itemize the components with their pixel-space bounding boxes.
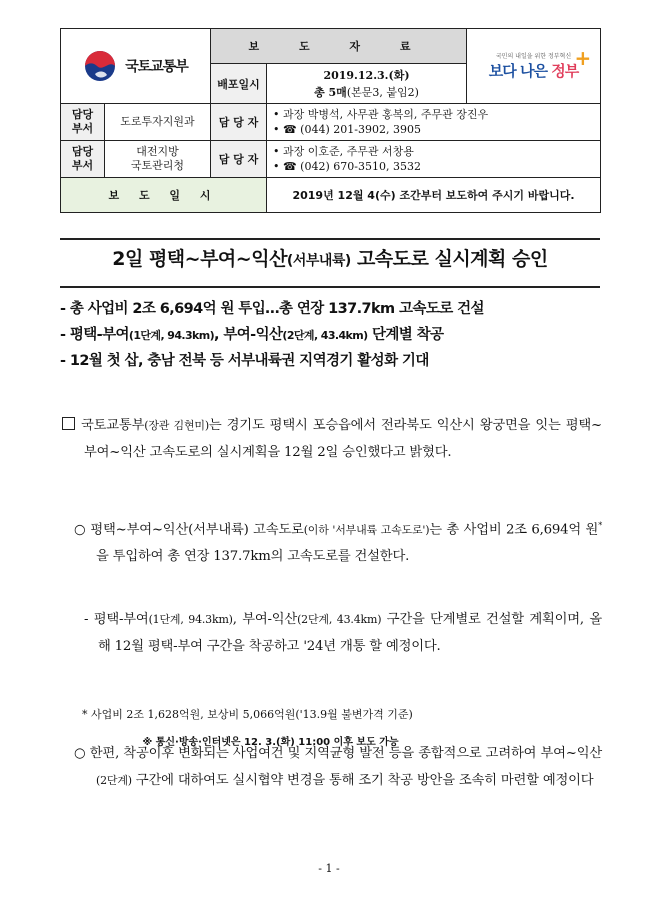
embargo-label: 보 도 일 시 [61, 178, 267, 213]
page-number: - 1 - [318, 862, 340, 875]
paragraph-4b: (2단계) [96, 774, 132, 787]
paragraph-3b: (1단계, 94.3km) [148, 613, 233, 626]
paragraph-2 [74, 512, 602, 570]
contact-phone-1: • ☎ (044) 201-3902, 3905 [273, 123, 421, 136]
paragraph-3e: 구간을 단계별로 건설할 계획이며, 올해 12월 평택-부여 구간을 착공하고 '24년 개통 할 예정이다. [98, 612, 602, 654]
paragraph-2c: 는 총 사업비 2조 6,694억 원 [429, 522, 599, 538]
subheading-2a: - 평택-부여 [60, 327, 129, 343]
brand-main-text: 보다 나은 [488, 62, 547, 80]
headline-part-2: (서부내륙) [286, 253, 351, 269]
contact-info-2 [267, 141, 601, 178]
headline-bottom-rule [60, 286, 600, 288]
contact-phone-2: • ☎ (042) 670-3510, 3532 [273, 160, 421, 173]
subheading-3: - 12월 첫 삽, 충남 전북 등 서부내륙권 지역경기 활성화 기대 [60, 353, 429, 369]
contact-info-1 [267, 104, 601, 141]
headline-part-3: 고속도로 실시계획 승인 [350, 248, 548, 270]
ministry-logo-icon [83, 49, 117, 83]
release-title: 보 도 자 료 [211, 29, 467, 64]
paragraph-4a: ○ 한편, 착공이후 변화되는 사업여건 및 지역균형 발전 등을 종합적으로 고려하여 부여~익산 [74, 746, 602, 761]
subheadings [60, 296, 600, 374]
embargo-line-1: 2019년 12월 4(수) 조간부터 보도하여 주시기 바랍니다. [292, 188, 575, 202]
paragraph-3c: , 부여-익산 [232, 612, 298, 627]
footnote-marker: * [598, 521, 602, 530]
paragraph-4c: 구간에 대하여도 실시협약 변경을 통해 조기 착공 방안을 조속히 마련할 예정이다 [131, 773, 594, 788]
subheading-2e: 단계별 착공 [367, 327, 444, 343]
dept-label-1: 담당 부서 [61, 104, 105, 141]
paragraph-3d: (2단계, 43.4km) [297, 613, 382, 626]
paragraph-2b: (이하 '서부내륙 고속도로') [303, 523, 430, 537]
paragraph-1 [62, 412, 602, 466]
paragraph-2a: ○ 평택~부여~익산(서부내륙) 고속도로 [74, 522, 304, 538]
dept-label-2: 담당 부서 [61, 141, 105, 178]
embargo-line-2: ※ 통신·방송·인터넷은 12. 3.(화) 11:00 이후 보도 가능 [142, 736, 399, 748]
brand-slogan: 국민의 내일을 위한 정부혁신 [495, 53, 572, 60]
page-count-detail: (본문3, 붙임2) [346, 85, 419, 99]
headline-top-rule [60, 238, 600, 240]
contact-label-1: 담 당 자 [211, 104, 267, 141]
dept-name-1: 도로투자지원과 [105, 104, 211, 141]
government-brand [467, 29, 601, 104]
subheading-2 [60, 322, 600, 348]
paragraph-2e: 을 투입하여 총 연장 137.7km의 고속도로를 건설한다. [96, 549, 410, 565]
distribution-label: 배포일시 [211, 64, 267, 104]
brand-plus-icon: + [574, 46, 591, 70]
contact-people-2: • 과장 이호준, 주무관 서창용 [273, 145, 414, 158]
footnote: * 사업비 2조 1,628억원, 보상비 5,066억원('13.9월 불변가격 기준) [82, 708, 413, 721]
subheading-2b: (1단계, 94.3km) [128, 329, 215, 342]
ministry-logo-cell [61, 29, 211, 104]
paragraph-1c: 는 경기도 평택시 포승읍에서 전라북도 익산시 왕궁면을 잇는 평택~부여~익산 고속도로의 실시계획을 12월 2일 승인했다고 밝혔다. [84, 418, 602, 460]
contact-label-2: 담 당 자 [211, 141, 267, 178]
checkbox-bullet-icon [62, 417, 75, 430]
subheading-1: - 총 사업비 2조 6,694억 원 투입…총 연장 137.7km 고속도로 건설 [60, 301, 484, 317]
headline-part-1: 2일 평택~부여~익산 [112, 248, 287, 270]
brand-gov-text: 정부 [551, 62, 579, 80]
subheading-2c: , 부여-익산 [214, 327, 283, 343]
headline [60, 244, 600, 271]
contact-people-1: • 과장 박병석, 사무관 홍복의, 주무관 장진우 [273, 108, 489, 121]
subheading-2d: (2단계, 43.4km) [282, 329, 368, 342]
paragraph-1b: (장관 김현미) [144, 419, 209, 432]
paragraph-4 [74, 740, 602, 794]
page-count: 총 5매 [314, 85, 347, 99]
paragraph-1a: 국토교통부 [81, 418, 145, 433]
distribution-date: 2019.12.3.(화) [323, 68, 410, 82]
ministry-name: 국토교통부 [125, 59, 188, 75]
paragraph-3 [84, 606, 602, 660]
paragraph-3a: - 평택-부여 [84, 612, 149, 627]
distribution-info [267, 64, 467, 104]
dept-name-2: 대전지방 국토관리청 [105, 141, 211, 178]
